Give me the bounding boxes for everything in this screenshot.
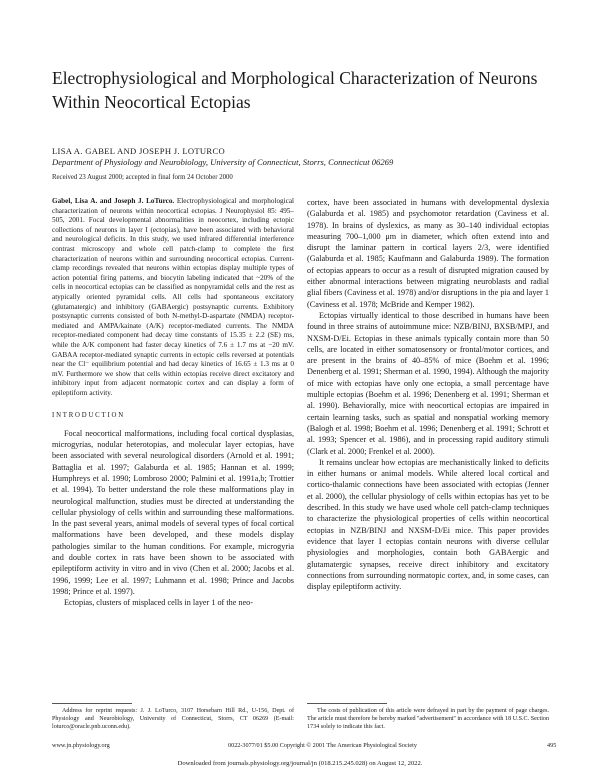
- footnote-divider: [52, 703, 132, 704]
- affiliation: Department of Physiology and Neurobiology, University of Connecticut, Storrs, Connecticut 06269: [52, 157, 394, 167]
- abstract-lead: Gabel, Lisa A. and Joseph J. LoTurco.: [52, 197, 175, 205]
- abstract: [52, 197, 294, 398]
- section-heading-introduction: INTRODUCTION: [52, 412, 125, 420]
- author-list: LISA A. GABEL AND JOSEPH J. LOTURCO: [52, 146, 225, 156]
- body-paragraph: Ectopias virtually identical to those described in humans have been found in three strains of autoimmune mice: NZB/BINJ, BXSB/MPJ, and NXSM-D/Ei. Ectopias in these animals typically contain more than 50 cells, are located in either somatosensory or frontal/motor cortices, and are present in the brains of 40–85% of mice (Boehm et al. 1996; Denenberg et al. 1991; Sherman et al. 1990, 1994). Although the majority of mice with ectopias have only one ectopia, a small percentage have multiple ectopias (Boehm et al. 1996; Denenberg et al. 1991; Sherman et al. 1990). Behaviorally, mice with neocortical ectopias are impaired in certain learning tasks, such as spatial and nonspatial working memory (Balogh et al. 1998; Boehm et al. 1996; Denenberg et al. 1991; Schrott et al. 1993; Spencer et al. 1986), and in processing rapid auditory stimuli (Clark et al. 2000; Frenkel et al. 2000).: [307, 310, 549, 456]
- body-paragraph: cortex, have been associated in humans with developmental dyslexia (Galaburda et al. 1985) and psychomotor retardation (Caviness et al. 1978). In brains of dyslexics, as many as 30–140 individual ectopias measuring 700–1,000 μm in diameter, which often extend into and disrupt the laminar pattern in cortical layers 2/3, were identified (Galaburda et al. 1985; Kaufmann and Galaburda 1989). The formation of ectopias appears to occur as a result of disrupted migration caused by either abnormal interactions between migrating neuroblasts and radial glial fibers (Caviness et al. 1978) and/or disruptions in the pia and layer 1 (Caviness et al. 1978; McBride and Kemper 1982).: [307, 198, 549, 309]
- download-stamp: Downloaded from journals.physiology.org/journal/jn (018.215.245.028) on August 12, 2022.: [177, 760, 423, 767]
- copyright-line: 0022-3077/01 $5.00 Copyright © 2001 The American Physiological Society: [228, 742, 417, 749]
- abstract-body: Electrophysiological and morphological characterization of neurons within neocortical ectopias. J Neurophysiol 85: 495–505, 2001. Focal developmental abnormalities in neocortex, including ectopic collections of neurons in layer I (ectopias), have been associated with behavioral and neurological deficits. In this study, we used infrared differential interference contrast microscopy and whole cell patch-clamp to complete the first characterization of neurons within and surrounding neocortical ectopias. Current-clamp recordings revealed that neurons within ectopias display multiple types of action potential firing patterns, and biocytin labeling indicated that ~20% of the cells in neocortical ectopias can be classified as nonpyramidal cells and the rest as atypically oriented pyramidal cells. All cells had spontaneous excitatory (glutamatergic) and inhibitory (GABAergic) postsynaptic currents. Exhibitory postsynaptic currents consisted of both N-methyl-D-aspartate (NMDA) receptor-mediated and AMPA/kainate (A/K) receptor-mediated currents. The NMDA receptor-mediated component had decay time constants of 15.35 ± 2.2 (SE) ms, while the A/K component had faster decay kinetics of 7.6 ± 1.7 ms at −20 mV. GABAA receptor-mediated synaptic currents in ectopic cells reversed at potentials near the Cl⁻ equilibrium potential and had decay kinetics of 16.65 ± 1.3 ms at 0 mV. Furthermore we show that cells within ectopias receive direct excitatory and inhibitory input from adjacent normatopic cortex and can display a form of epileptiform activity.: [52, 197, 295, 397]
- intro-paragraph: Ectopias, clusters of misplaced cells in layer 1 of the neo-: [64, 598, 253, 608]
- right-column: [307, 197, 549, 592]
- journal-url[interactable]: www.jn.physiology.org: [52, 742, 110, 749]
- received-dates: Received 23 August 2000; accepted in final form 24 October 2000: [52, 174, 233, 181]
- reprint-footnote: Address for reprint requests: J. J. LoTurco, 3107 Horsebarn Hill Rd., U-156, Dept. of Physiology and Neurobiology, University of Connecticut, Storrs, CT 06269 (E-mail: loturco@oracle.pnb.uconn.edu).: [52, 708, 294, 730]
- intro-paragraph: Focal neocortical malformations, including focal cortical dysplasias, microgyrias, nodular heterotopias, and molecular layer ectopias, have been associated with several neurological disorders (Arnold et al. 1991; Battaglia et al. 1997; Galaburda et al. 1985; Hannan et al. 1999; Humphreys et al. 1990; Lombroso 2000; Palmini et al. 1991a,b; Trottier et al. 1994). To better understand the role these malformations play in neurological malfunction, studies must be directed at understanding the cellular physiology of cells within and surrounding these malformations. In the past several years, animal models of several types of focal cortical malformations have been developed, and these models display pathologies similar to the human conditions. For example, microgyria and double cortex in rats have been shown to be associated with epileptiform activity in vitro and in vivo (Chen et al. 2000; Jacobs et al. 1996, 1999; Lee et al. 1997; Luhmann et al. 1998; Prince and Jacobs 1998; Prince et al. 1997).: [52, 428, 294, 596]
- publication-cost-footnote: The costs of publication of this article were defrayed in part by the payment of page charges. The article must therefore be hereby marked ''advertisement'' in accordance with 18 U.S.C. Section 1734 solely to indicate this fact.: [307, 708, 549, 730]
- article-title: Electrophysiological and Morphological Characterization of Neurons Within Neocortical Ectopias: [52, 68, 538, 112]
- body-paragraph: It remains unclear how ectopias are mechanistically linked to deficits in either humans or animal models. While altered local cortical and cortico-thalamic connections have been associated with ectopias (Jenner et al. 2000), the cellular physiology of cells within ectopias has yet to be described. In this study we have used whole cell patch-clamp techniques to characterize the physiological properties of cells within neocortical ectopias in NZB/BINJ and NXSM-D/Ei mice. This paper provides evidence that layer I ectopias contain neurons with diverse cellular physiologies and morphologies, contain both GABAergic and glutamatergic synapses, receive direct inhibitory and excitatory connections from surrounding normatopic cortex, and, in some cases, can display epileptiform activity.: [307, 457, 549, 592]
- page-number: 495: [547, 742, 557, 749]
- left-column: [52, 197, 294, 609]
- footnote-divider: [307, 703, 387, 704]
